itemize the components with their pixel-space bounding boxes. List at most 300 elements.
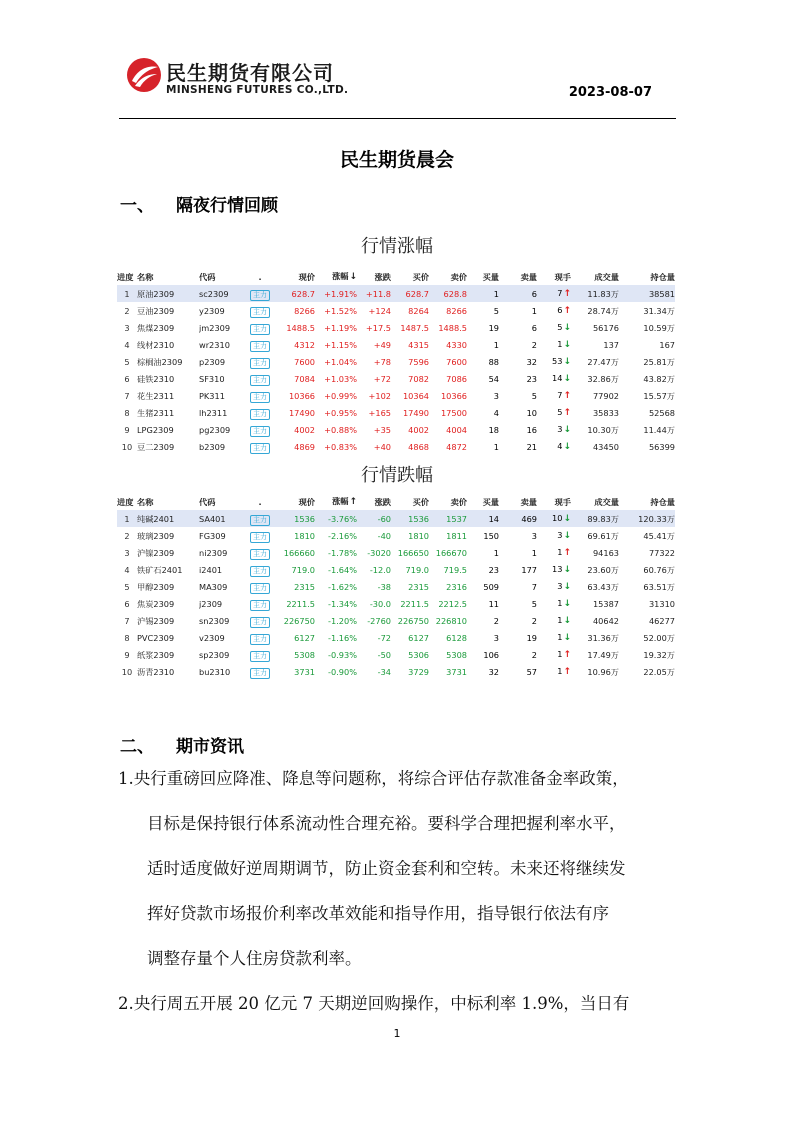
table-row[interactable] — [117, 387, 675, 404]
column-header[interactable] — [619, 493, 675, 510]
cell-value: 177 — [521, 564, 537, 575]
section-2-title: 期市资讯 — [176, 737, 244, 757]
cell-name — [137, 527, 199, 544]
cell-last-hand — [537, 544, 571, 561]
cell-name — [137, 578, 199, 595]
cell-value: 3 — [124, 322, 130, 333]
table-row[interactable] — [117, 646, 675, 663]
cell-volume — [571, 663, 619, 680]
cell-value: 27.47万 — [587, 356, 619, 367]
cell-volume — [571, 578, 619, 595]
table-row[interactable] — [117, 319, 675, 336]
cell-value: PVC2309 — [137, 632, 175, 643]
table-header-row — [117, 493, 675, 510]
cell-value: 3 — [557, 530, 563, 540]
column-header[interactable] — [315, 493, 357, 510]
column-header-label: 成交量 — [594, 271, 619, 282]
table-row[interactable] — [117, 561, 675, 578]
cell-value: 10 — [526, 407, 537, 418]
cell-tag — [245, 285, 275, 302]
cell-ask-vol — [499, 510, 537, 527]
cell-name — [137, 561, 199, 578]
cell-value: LPG2309 — [137, 424, 174, 435]
column-header[interactable] — [199, 268, 245, 285]
cell-value: 22.05万 — [643, 666, 675, 677]
cell-last-hand — [537, 561, 571, 578]
column-header[interactable] — [571, 493, 619, 510]
cell-bid-vol — [467, 438, 499, 455]
cell-value: -1.20% — [328, 615, 357, 626]
cell-bid-vol — [467, 527, 499, 544]
table-row[interactable] — [117, 302, 675, 319]
main-contract-badge: 主力 — [250, 651, 270, 662]
cell-price — [275, 370, 315, 387]
column-header[interactable] — [499, 493, 537, 510]
cell-value: 10364 — [402, 390, 429, 401]
table-row[interactable] — [117, 527, 675, 544]
cell-volume — [571, 646, 619, 663]
cell-value: 32 — [526, 356, 537, 367]
cell-value: 1536 — [408, 513, 429, 524]
cell-volume — [571, 336, 619, 353]
cell-value: v2309 — [199, 632, 225, 643]
cell-value: 4 — [493, 407, 499, 418]
cell-value: jm2309 — [199, 322, 231, 333]
cell-value: 56176 — [592, 322, 619, 333]
cell-last-hand — [537, 438, 571, 455]
cell-ask — [429, 404, 467, 421]
cell-value: 8266 — [446, 305, 467, 316]
cell-value: 17490 — [288, 407, 315, 418]
company-name-en: MINSHENG FUTURES CO.,LTD. — [166, 84, 349, 96]
cell-value: 226750 — [283, 615, 315, 626]
cell-code — [199, 544, 245, 561]
cell-open-interest — [619, 421, 675, 438]
cell-value: wr2310 — [199, 339, 230, 350]
cell-row-index — [117, 663, 137, 680]
cell-code — [199, 527, 245, 544]
cell-value: 719.0 — [405, 564, 429, 575]
cell-code — [199, 319, 245, 336]
cell-value: 57 — [526, 666, 537, 677]
cell-value: +1.03% — [324, 373, 357, 384]
column-header-label: 涨跌 — [374, 271, 391, 282]
cell-bid — [391, 612, 429, 629]
cell-code — [199, 285, 245, 302]
cell-row-index — [117, 561, 137, 578]
cell-value: 1810 — [408, 530, 429, 541]
cell-volume — [571, 421, 619, 438]
cell-ask-vol — [499, 302, 537, 319]
cell-value: 21 — [526, 441, 537, 452]
table-row[interactable] — [117, 663, 675, 680]
cell-bid — [391, 595, 429, 612]
cell-volume — [571, 302, 619, 319]
column-header[interactable] — [245, 268, 275, 285]
cell-bid — [391, 646, 429, 663]
cell-code — [199, 353, 245, 370]
table-row[interactable] — [117, 353, 675, 370]
gain-quote-table — [117, 268, 675, 455]
cell-value: 628.7 — [405, 288, 429, 299]
cell-price — [275, 510, 315, 527]
cell-value: 4 — [124, 564, 130, 575]
column-header[interactable] — [537, 268, 571, 285]
column-header[interactable] — [429, 493, 467, 510]
cell-last-hand — [537, 663, 571, 680]
cell-value: -1.34% — [328, 598, 357, 609]
column-header[interactable] — [315, 268, 357, 285]
cell-value: 8 — [124, 632, 130, 643]
cell-name — [137, 646, 199, 663]
cell-ask-vol — [499, 527, 537, 544]
cell-value: 94163 — [592, 547, 619, 558]
cell-price — [275, 285, 315, 302]
table-row[interactable] — [117, 510, 675, 527]
cell-name — [137, 544, 199, 561]
cell-bid — [391, 527, 429, 544]
cell-value: 铁矿石2401 — [137, 564, 183, 575]
cell-value: 31.36万 — [587, 632, 619, 643]
arrow-up-icon: ↑ — [563, 408, 571, 418]
cell-change — [357, 302, 391, 319]
cell-value: 2316 — [446, 581, 467, 592]
cell-value: 11.83万 — [587, 288, 619, 299]
table-row[interactable] — [117, 438, 675, 455]
cell-row-index — [117, 336, 137, 353]
cell-bid — [391, 421, 429, 438]
cell-value: 150 — [483, 530, 499, 541]
cell-last-hand — [537, 387, 571, 404]
cell-price — [275, 561, 315, 578]
arrow-up-icon: ↑ — [563, 306, 571, 316]
cell-value: 28.74万 — [587, 305, 619, 316]
main-contract-badge: 主力 — [250, 341, 270, 352]
arrow-down-icon: ↓ — [563, 582, 571, 592]
table-row[interactable] — [117, 595, 675, 612]
cell-volume — [571, 595, 619, 612]
main-contract-badge: 主力 — [250, 307, 270, 318]
cell-bid-vol — [467, 544, 499, 561]
cell-open-interest — [619, 595, 675, 612]
cell-code — [199, 612, 245, 629]
cell-last-hand — [537, 595, 571, 612]
column-header[interactable] — [199, 493, 245, 510]
cell-ask-vol — [499, 646, 537, 663]
column-header[interactable] — [275, 268, 315, 285]
cell-ask-vol — [499, 319, 537, 336]
cell-value: 6 — [124, 373, 130, 384]
table-row[interactable] — [117, 285, 675, 302]
cell-bid-vol — [467, 336, 499, 353]
cell-volume — [571, 353, 619, 370]
cell-code — [199, 370, 245, 387]
cell-change-pct — [315, 544, 357, 561]
cell-code — [199, 629, 245, 646]
cell-open-interest — [619, 646, 675, 663]
cell-price — [275, 663, 315, 680]
cell-volume — [571, 285, 619, 302]
cell-ask — [429, 578, 467, 595]
cell-name — [137, 438, 199, 455]
cell-value: 1 — [557, 666, 563, 676]
cell-value: 1811 — [446, 530, 467, 541]
cell-value: 7 — [124, 615, 130, 626]
cell-value: 166660 — [283, 547, 315, 558]
cell-value: 8264 — [408, 305, 429, 316]
column-header[interactable] — [357, 493, 391, 510]
cell-row-index — [117, 302, 137, 319]
cell-value: ni2309 — [199, 547, 228, 558]
column-header-label: 进度 — [117, 271, 134, 282]
cell-ask — [429, 561, 467, 578]
cell-tag — [245, 336, 275, 353]
column-header[interactable] — [429, 268, 467, 285]
cell-value: 硅铁2310 — [137, 373, 175, 384]
cell-value: 52.00万 — [643, 632, 675, 643]
cell-value: 7 — [557, 288, 563, 298]
cell-value: +0.88% — [324, 424, 357, 435]
cell-value: bu2310 — [199, 666, 231, 677]
cell-change — [357, 353, 391, 370]
cell-value: +49 — [373, 339, 391, 350]
main-contract-badge: 主力 — [250, 600, 270, 611]
cell-ask — [429, 629, 467, 646]
cell-value: 4004 — [446, 424, 467, 435]
cell-value: -2.16% — [328, 530, 357, 541]
main-contract-badge: 主力 — [250, 409, 270, 420]
arrow-down-icon: ↓ — [563, 514, 571, 524]
column-header[interactable] — [467, 268, 499, 285]
column-header-label: 买价 — [412, 496, 429, 507]
column-header[interactable] — [391, 268, 429, 285]
cell-ask-vol — [499, 438, 537, 455]
cell-value: +78 — [373, 356, 391, 367]
column-header-label: 卖量 — [520, 271, 537, 282]
column-header-label: . — [258, 271, 262, 282]
cell-value: MA309 — [199, 581, 228, 592]
cell-value: 4 — [557, 441, 563, 451]
column-header[interactable] — [137, 493, 199, 510]
cell-ask — [429, 302, 467, 319]
cell-value: b2309 — [199, 441, 226, 452]
arrow-down-icon: ↓ — [563, 425, 571, 435]
cell-open-interest — [619, 612, 675, 629]
cell-bid — [391, 578, 429, 595]
cell-value: 52568 — [648, 407, 675, 418]
cell-value: 15.57万 — [643, 390, 675, 401]
cell-value: i2401 — [199, 564, 223, 575]
cell-value: 4002 — [294, 424, 315, 435]
cell-value: 1536 — [294, 513, 315, 524]
cell-name — [137, 302, 199, 319]
cell-tag — [245, 353, 275, 370]
table-row[interactable] — [117, 404, 675, 421]
cell-value: 1 — [493, 339, 499, 350]
cell-change — [357, 578, 391, 595]
cell-name — [137, 336, 199, 353]
column-header-label: 现价 — [298, 271, 315, 282]
cell-ask — [429, 438, 467, 455]
cell-value: 2 — [124, 530, 130, 541]
table-row[interactable] — [117, 544, 675, 561]
cell-value: 甲醇2309 — [137, 581, 175, 592]
section-1-number: 一、 — [120, 196, 154, 216]
cell-value: 10366 — [288, 390, 315, 401]
cell-value: 5 — [124, 356, 130, 367]
cell-row-index — [117, 353, 137, 370]
column-header-label: 进度 — [117, 496, 134, 507]
cell-value: 14 — [488, 513, 499, 524]
cell-ask-vol — [499, 370, 537, 387]
table-row[interactable] — [117, 336, 675, 353]
cell-value: 88 — [488, 356, 499, 367]
column-header[interactable] — [391, 493, 429, 510]
column-header[interactable] — [499, 268, 537, 285]
cell-change-pct — [315, 578, 357, 595]
cell-last-hand — [537, 319, 571, 336]
cell-ask-vol — [499, 285, 537, 302]
column-header[interactable] — [245, 493, 275, 510]
cell-last-hand — [537, 578, 571, 595]
cell-value: pg2309 — [199, 424, 231, 435]
cell-ask — [429, 527, 467, 544]
cell-row-index — [117, 438, 137, 455]
cell-value: 89.83万 — [587, 513, 619, 524]
cell-ask — [429, 387, 467, 404]
column-header[interactable] — [571, 268, 619, 285]
cell-change — [357, 336, 391, 353]
column-header-label: 代码 — [199, 271, 216, 282]
sort-arrow-icon[interactable]: ↑ — [349, 497, 357, 507]
cell-value: 10 — [121, 441, 133, 452]
column-header[interactable] — [467, 493, 499, 510]
cell-value: +102 — [368, 390, 391, 401]
cell-value: 3729 — [408, 666, 429, 677]
cell-name — [137, 285, 199, 302]
cell-value: 16 — [526, 424, 537, 435]
table-row[interactable] — [117, 629, 675, 646]
cell-code — [199, 404, 245, 421]
gain-table-caption: 行情涨幅 — [361, 236, 433, 257]
cell-value: 69.61万 — [587, 530, 619, 541]
cell-value: 1 — [493, 288, 499, 299]
cell-value: 7086 — [446, 373, 467, 384]
cell-bid — [391, 544, 429, 561]
cell-bid — [391, 302, 429, 319]
cell-value: 10.59万 — [643, 322, 675, 333]
cell-bid — [391, 629, 429, 646]
column-header-label: 卖量 — [520, 496, 537, 507]
table-row[interactable] — [117, 612, 675, 629]
cell-tag — [245, 421, 275, 438]
cell-change — [357, 370, 391, 387]
cell-value: 10 — [121, 666, 133, 677]
table-row[interactable] — [117, 421, 675, 438]
cell-row-index — [117, 612, 137, 629]
column-header[interactable] — [537, 493, 571, 510]
cell-value: +17.5 — [365, 322, 391, 333]
cell-open-interest — [619, 370, 675, 387]
cell-ask — [429, 510, 467, 527]
column-header[interactable] — [357, 268, 391, 285]
cell-bid-vol — [467, 370, 499, 387]
cell-value: 2211.5 — [286, 598, 315, 609]
cell-value: 2212.5 — [438, 598, 467, 609]
document-title: 民生期货晨会 — [339, 149, 454, 171]
cell-value: 35833 — [592, 407, 619, 418]
cell-value: 5 — [493, 305, 499, 316]
cell-change — [357, 646, 391, 663]
cell-value: 509 — [483, 581, 499, 592]
cell-value: 31.34万 — [643, 305, 675, 316]
column-header-label: 持仓量 — [650, 271, 675, 282]
cell-value: 10 — [552, 513, 563, 523]
column-header[interactable] — [275, 493, 315, 510]
cell-code — [199, 336, 245, 353]
report-date: 2023-08-07 — [568, 85, 652, 100]
cell-value: -3020 — [367, 547, 391, 558]
column-header-label: 代码 — [199, 496, 216, 507]
arrow-down-icon: ↓ — [563, 565, 571, 575]
cell-value: 7600 — [446, 356, 467, 367]
cell-change — [357, 612, 391, 629]
cell-open-interest — [619, 319, 675, 336]
sort-arrow-icon[interactable]: ↓ — [349, 272, 357, 282]
column-header[interactable] — [117, 268, 137, 285]
cell-value: 7 — [557, 390, 563, 400]
column-header-label: 卖价 — [450, 496, 467, 507]
cell-ask-vol — [499, 578, 537, 595]
cell-value: 7600 — [294, 356, 315, 367]
cell-tag — [245, 612, 275, 629]
cell-value: 32 — [488, 666, 499, 677]
cell-value: 11.44万 — [643, 424, 675, 435]
arrow-down-icon: ↓ — [563, 442, 571, 452]
cell-value: +40 — [373, 441, 391, 452]
column-header[interactable] — [117, 493, 137, 510]
cell-bid-vol — [467, 302, 499, 319]
cell-bid-vol — [467, 353, 499, 370]
cell-change-pct — [315, 302, 357, 319]
column-header[interactable] — [619, 268, 675, 285]
cell-name — [137, 612, 199, 629]
table-row[interactable] — [117, 578, 675, 595]
cell-value: 1537 — [446, 513, 467, 524]
cell-value: 纸浆2309 — [137, 649, 175, 660]
cell-volume — [571, 561, 619, 578]
cell-bid — [391, 370, 429, 387]
cell-value: 43.82万 — [643, 373, 675, 384]
cell-last-hand — [537, 285, 571, 302]
cell-price — [275, 438, 315, 455]
main-contract-badge: 主力 — [250, 290, 270, 301]
cell-row-index — [117, 527, 137, 544]
cell-value: 17490 — [402, 407, 429, 418]
column-header-label: 名称 — [137, 271, 154, 282]
cell-open-interest — [619, 336, 675, 353]
cell-change-pct — [315, 319, 357, 336]
table-row[interactable] — [117, 370, 675, 387]
cell-volume — [571, 404, 619, 421]
cell-change-pct — [315, 595, 357, 612]
cell-ask — [429, 544, 467, 561]
cell-value: 4002 — [408, 424, 429, 435]
main-contract-badge: 主力 — [250, 566, 270, 577]
column-header[interactable] — [137, 268, 199, 285]
cell-value: 628.8 — [443, 288, 467, 299]
cell-value: 棕榈油2309 — [137, 356, 183, 367]
